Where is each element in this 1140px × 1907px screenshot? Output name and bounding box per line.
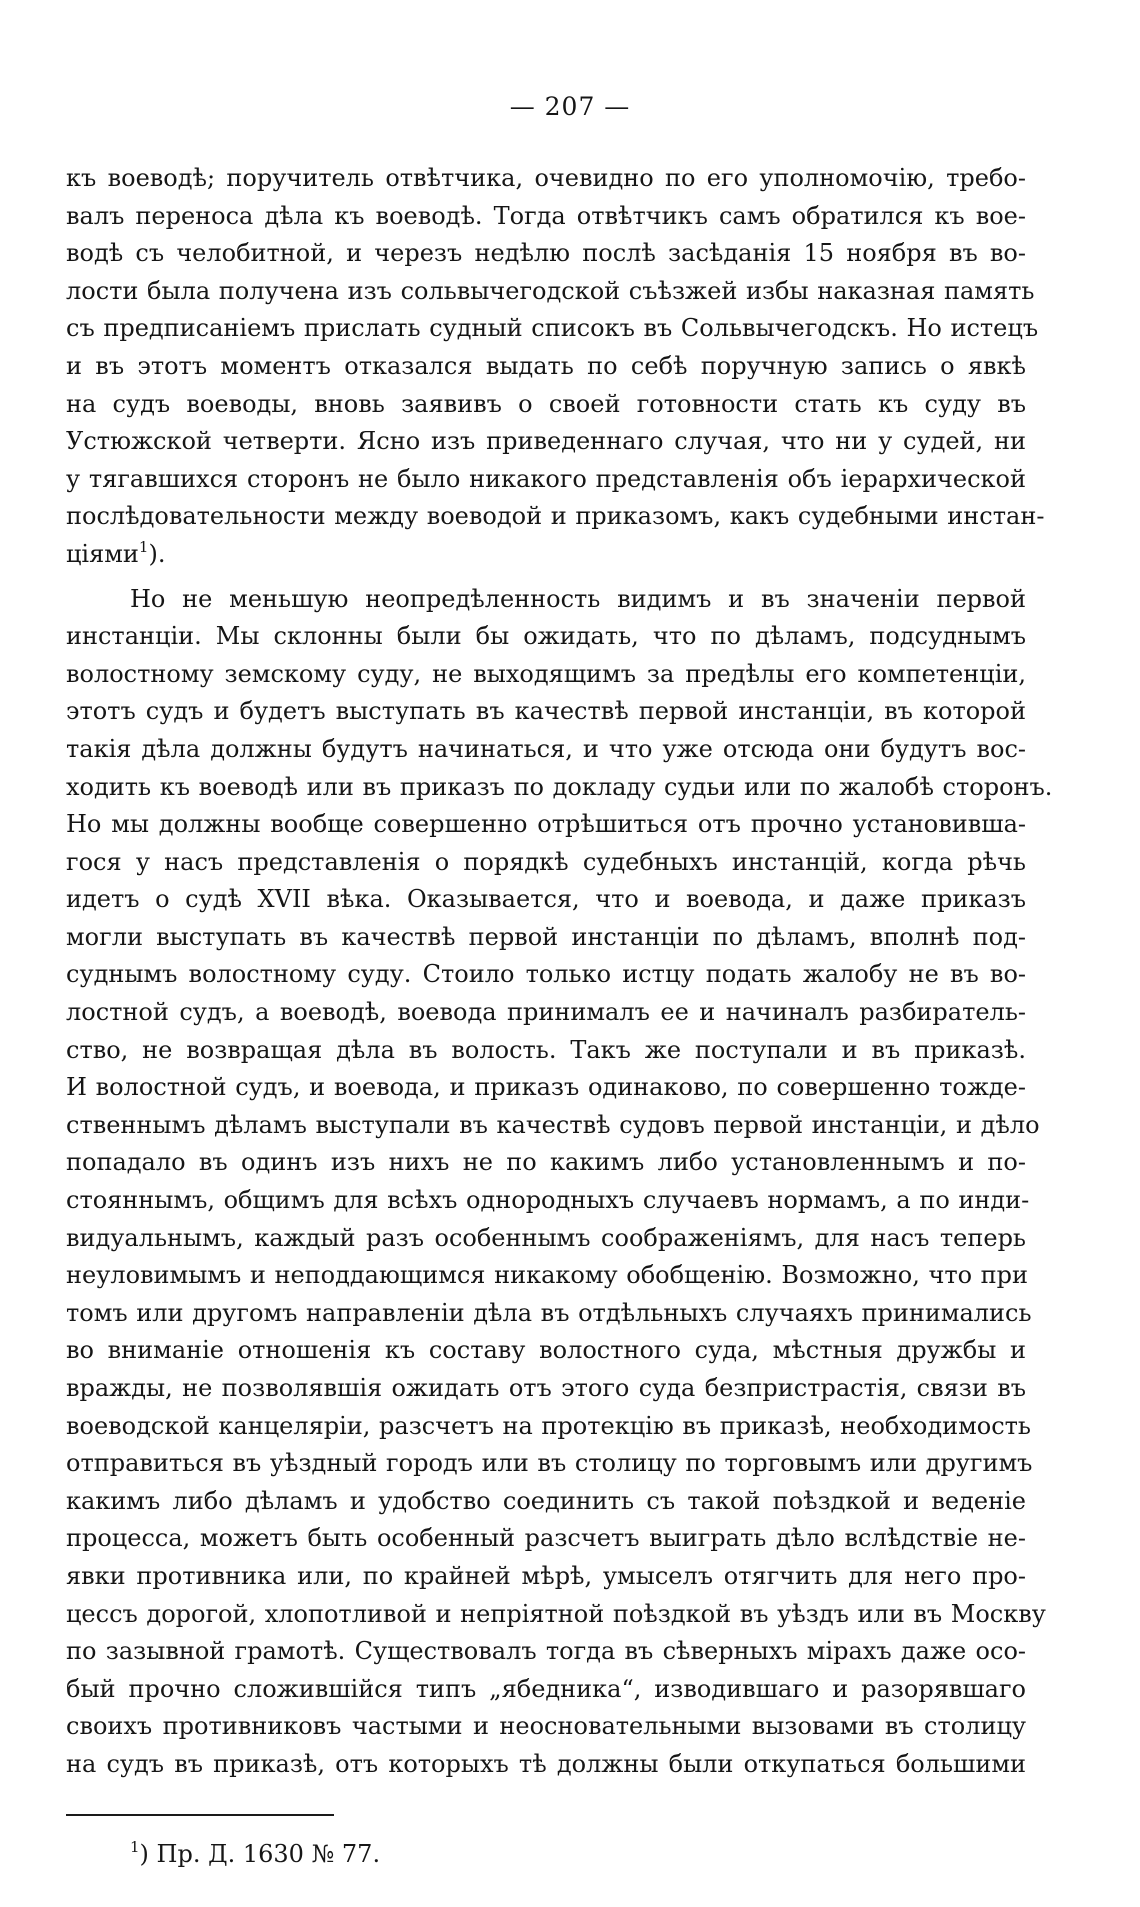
text-line: во вниманіе отношенія къ составу волостного суда, мѣстныя дружбы и bbox=[66, 1336, 1026, 1365]
text-line: по зазывной грамотѣ. Существовалъ тогда въ сѣверныхъ мірахъ даже осо- bbox=[66, 1637, 1026, 1666]
text-line: видуальнымъ, каждый разъ особеннымъ соображеніямъ, для насъ теперь bbox=[66, 1223, 1026, 1252]
text-line: гося у насъ представленія о порядкѣ судебныхъ инстанцій, когда рѣчь bbox=[66, 847, 1026, 876]
text-line: валъ переноса дѣла къ воеводѣ. Тогда отвѣтчикъ самъ обратился къ вое- bbox=[66, 201, 1026, 230]
text-line: послѣдовательности между воеводой и приказомъ, какъ судебными инстан- bbox=[66, 502, 1045, 531]
text-line: вражды, не позволявшія ожидать отъ этого суда безпристрастія, связи въ bbox=[66, 1374, 1026, 1402]
text-line: на судъ воеводы, вновь заявивъ о своей готовности стать къ суду въ bbox=[66, 389, 1026, 418]
text-line: отправиться въ уѣздный городъ или въ столицу по торговымъ или другимъ bbox=[66, 1449, 1033, 1478]
text-line: суднымъ волостному суду. Стоило только истцу подать жалобу не въ во- bbox=[66, 960, 1026, 989]
body-text bbox=[66, 160, 1053, 1784]
text-line: у тягавшихся сторонъ не было никакого представленія объ іерархической bbox=[66, 464, 1026, 493]
page-number: — 207 — bbox=[509, 92, 631, 121]
text-line: стояннымъ, общимъ для всѣхъ однородныхъ случаевъ нормамъ, а по инди- bbox=[66, 1186, 1030, 1215]
text-line: попадало въ одинъ изъ нихъ не по какимъ либо установленнымъ и по- bbox=[66, 1148, 1026, 1177]
text-line: съ предписаніемъ прислать судный списокъ въ Сольвычегодскъ. Но истецъ bbox=[66, 314, 1039, 343]
text-line: лостной судъ, а воеводѣ, воевода принималъ ее и начиналъ разбиратель- bbox=[66, 998, 1026, 1027]
text-line: Но мы должны вообще совершенно отрѣшиться отъ прочно установившa- bbox=[66, 810, 1026, 839]
text-line: инстанціи. Мы склонны были бы ожидать, что по дѣламъ, подсуднымъ bbox=[66, 622, 1026, 651]
text-line: могли выступать въ качествѣ первой инстанціи по дѣламъ, вполнѣ под- bbox=[66, 922, 1026, 951]
text-line: этотъ судъ и будетъ выступать въ качествѣ первой инстанціи, въ которой bbox=[66, 697, 1026, 726]
text-line: къ воеводѣ; поручитель отвѣтчика, очевидно по его уполномочію, требо- bbox=[66, 164, 1026, 192]
footnote bbox=[130, 1840, 380, 1868]
text-line: бый прочно сложившійся типъ „ябедника“, изводившаго и разорявшаго bbox=[66, 1674, 1026, 1703]
text-line: томъ или другомъ направленіи дѣла въ отдѣльныхъ случаяхъ принимались bbox=[66, 1298, 1032, 1327]
paragraph bbox=[66, 581, 1053, 1784]
footnote-marker: 1 bbox=[130, 1838, 140, 1856]
text-line: неуловимымъ и неподдающимся никакому обобщенію. Возможно, что при bbox=[66, 1261, 1029, 1290]
text-line: воеводской канцеляріи, разсчетъ на протекцію въ приказѣ, необходимость bbox=[66, 1411, 1031, 1440]
text-line: цессъ дорогой, хлопотливой и непріятной поѣздкой въ уѣздъ или въ Москву bbox=[66, 1599, 1046, 1628]
text-line: процесса, можетъ быть особенный разсчетъ выиграть дѣло вслѣдствіе не- bbox=[66, 1524, 1026, 1553]
text-line: какимъ либо дѣламъ и удобство соединить съ такой поѣздкой и веденіе bbox=[66, 1486, 1026, 1515]
paragraph bbox=[66, 160, 1045, 574]
text-line: Устюжской четверти. Ясно изъ приведеннаго случая, что ни у судей, ни bbox=[66, 427, 1026, 456]
text-line: ство, не возвращая дѣла въ волость. Такъ же поступали и въ приказѣ. bbox=[66, 1035, 1026, 1064]
footnote-text: ) Пр. Д. 1630 № 77. bbox=[139, 1840, 381, 1868]
text-line: идетъ о судѣ XVII вѣка. Оказывается, что и воевода, и даже приказъ bbox=[66, 885, 1026, 914]
text-line: ственнымъ дѣламъ выступали въ качествѣ судовъ первой инстанціи, и дѣло bbox=[66, 1110, 1040, 1139]
text-line: волостному земскому суду, не выходящимъ за предѣлы его компетенціи, bbox=[66, 659, 1026, 688]
text-line: Но не меньшую неопредѣленность видимъ и въ значеніи первой bbox=[130, 584, 1026, 613]
text-line: своихъ противниковъ частыми и неосновательными вызовами въ столицу bbox=[66, 1712, 1026, 1741]
text-fragment: ). bbox=[148, 539, 166, 568]
text-line bbox=[66, 536, 1026, 574]
footnote-reference[interactable]: 1 bbox=[138, 537, 149, 556]
text-line: явки противника или, по крайней мѣрѣ, умыселъ отягчить для него про- bbox=[66, 1561, 1026, 1590]
text-line: ходить къ воеводѣ или въ приказъ по докладу судьи или по жалобѣ сторонъ. bbox=[66, 772, 1053, 801]
text-line: такія дѣла должны будутъ начинаться, и что уже отсюда они будутъ вос- bbox=[66, 734, 1026, 763]
paragraph-spacer bbox=[66, 574, 1026, 581]
text-fragment: ціями bbox=[66, 539, 139, 568]
text-line: И волостной судъ, и воевода, и приказъ одинаково, по совершенно тожде- bbox=[66, 1073, 1026, 1102]
text-line: водѣ съ челобитной, и черезъ недѣлю послѣ засѣданія 15 ноября въ во- bbox=[66, 239, 1026, 268]
text-line: и въ этотъ моментъ отказался выдать по себѣ поручную запись о явкѣ bbox=[66, 351, 1026, 380]
text-line: лости была получена изъ сольвычегодской съѣзжей избы наказная память bbox=[66, 276, 1035, 305]
text-line: на судъ въ приказѣ, отъ которыхъ тѣ должны были откупаться большими bbox=[66, 1749, 1026, 1778]
footnote-divider bbox=[66, 1814, 334, 1816]
